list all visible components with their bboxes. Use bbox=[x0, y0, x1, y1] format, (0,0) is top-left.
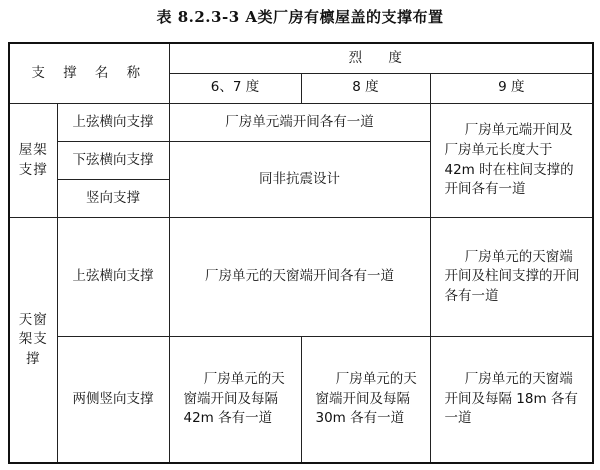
row-label-upper-chord-roof: 上弦横向支撑 bbox=[57, 103, 169, 141]
cell-skylight-side-9: 厂房单元的天窗端开间及每隔 18m 各有一道 bbox=[430, 336, 593, 463]
cell-roof-9: 厂房单元端开间及厂房单元长度大于 42m 时在柱间支撑的开间各有一道 bbox=[430, 103, 593, 218]
row-label-side-vertical-skylight: 两侧竖向支撑 bbox=[57, 336, 169, 463]
table-caption: 表 8.2.3-3 A类厂房有檩屋盖的支撑布置 bbox=[156, 8, 444, 26]
row-label-vertical-roof: 竖向支撑 bbox=[57, 180, 169, 218]
cell-skylight-side-67: 厂房单元的天窗端开间及每隔 42m 各有一道 bbox=[169, 336, 301, 463]
group-roof-truss-support: 屋架 支撑 bbox=[9, 103, 57, 218]
cell-skylight-upper-9: 厂房单元的天窗端开间及柱间支撑的开间各有一道 bbox=[430, 218, 593, 337]
table-row bbox=[9, 336, 593, 463]
cell-skylight-upper-67-8: 厂房单元的天窗端开间各有一道 bbox=[169, 218, 430, 337]
header-intensity-8: 8 度 bbox=[301, 73, 430, 103]
cell-skylight-side-8: 厂房单元的天窗端开间及每隔 30m 各有一道 bbox=[301, 336, 430, 463]
cell-roof-upper-67-8: 厂房单元端开间各有一道 bbox=[169, 103, 430, 141]
row-label-lower-chord-roof: 下弦横向支撑 bbox=[57, 141, 169, 179]
header-intensity-67: 6、7 度 bbox=[169, 73, 301, 103]
row-label-upper-chord-skylight: 上弦横向支撑 bbox=[57, 218, 169, 337]
header-support-name: 支 撑 名 称 bbox=[9, 43, 169, 103]
bracing-arrangement-table bbox=[8, 42, 594, 464]
group-skylight-frame-support: 天窗 架支 撑 bbox=[9, 218, 57, 463]
table-row bbox=[9, 218, 593, 337]
header-intensity: 烈 度 bbox=[169, 43, 593, 73]
header-row-1 bbox=[9, 43, 593, 73]
cell-roof-lower-vertical-67-8: 同非抗震设计 bbox=[169, 141, 430, 217]
header-intensity-9: 9 度 bbox=[430, 73, 593, 103]
table-row bbox=[9, 103, 593, 141]
